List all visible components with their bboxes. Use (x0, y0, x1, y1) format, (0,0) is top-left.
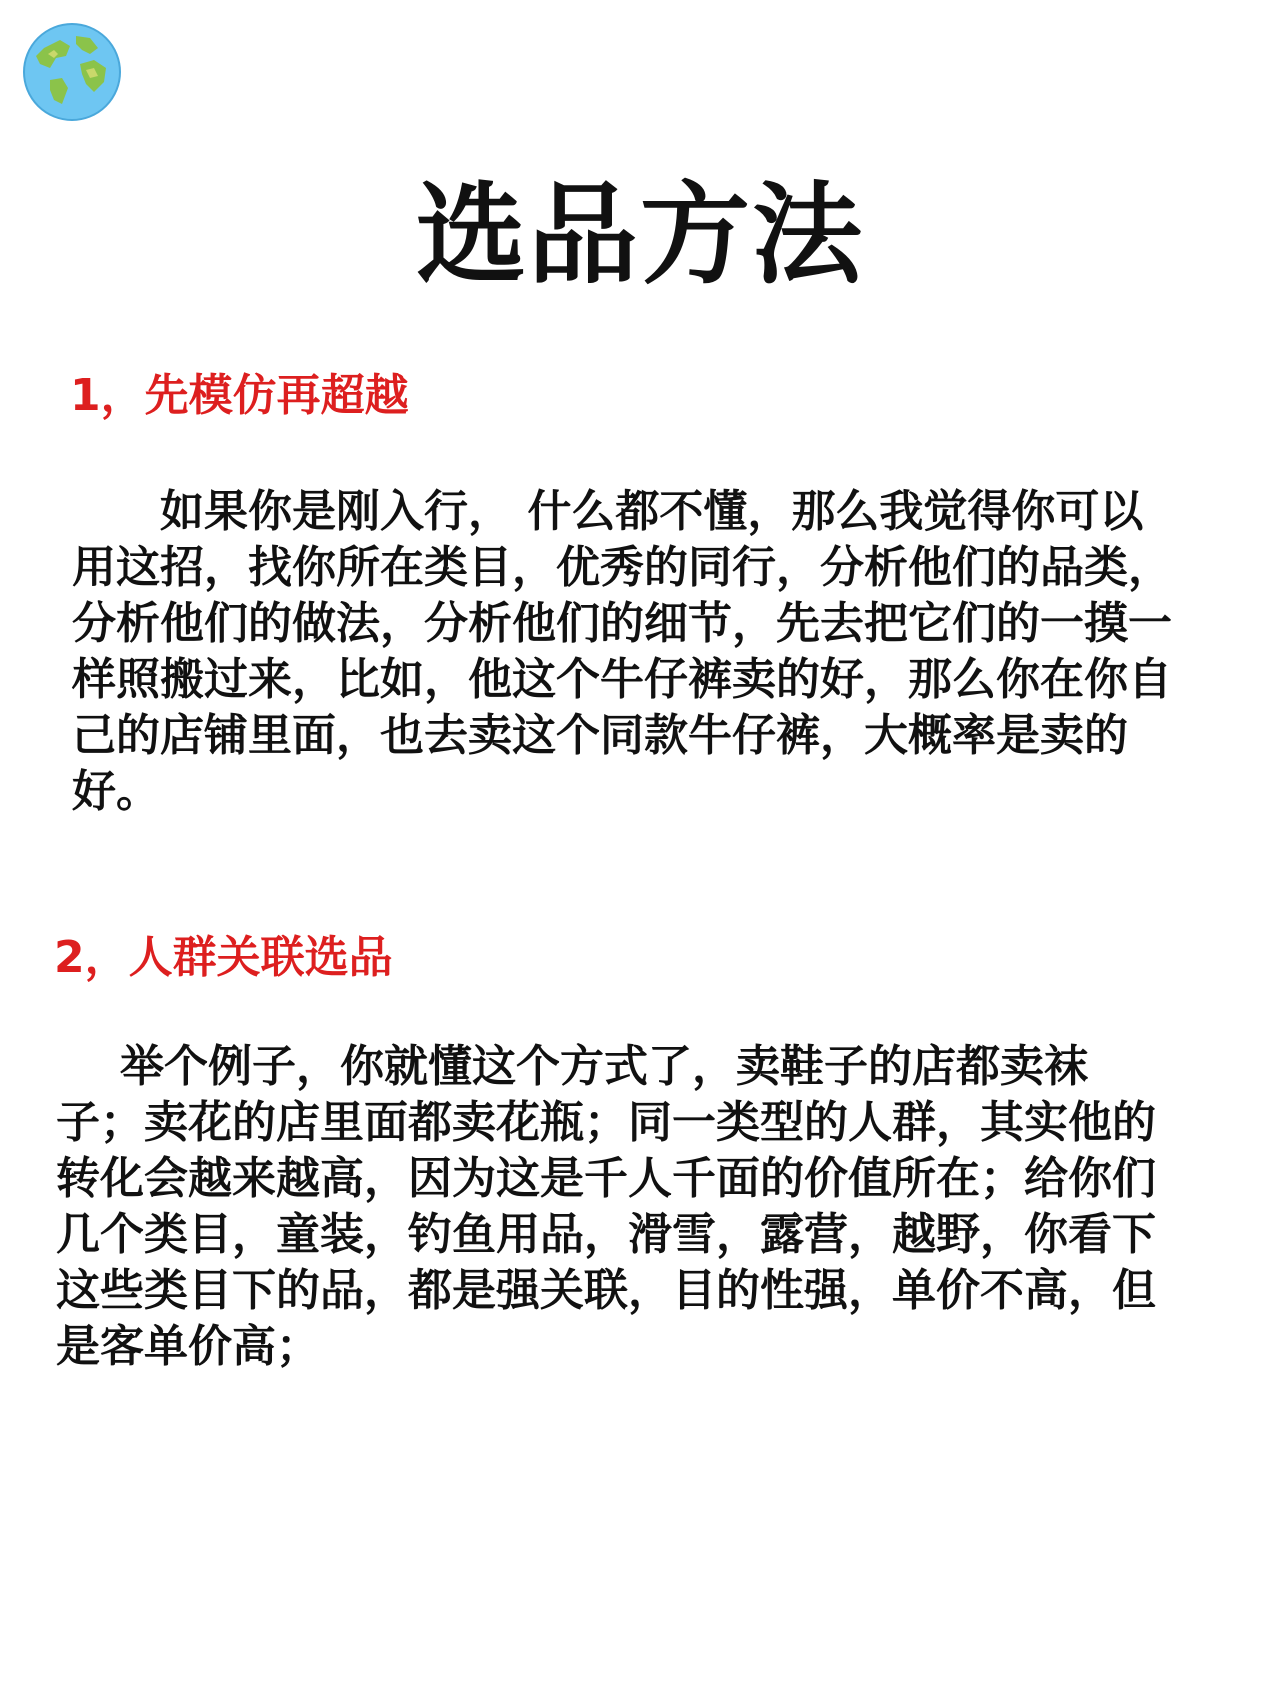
section-body-1: 如果你是刚入行， 什么都不懂，那么我觉得你可以用这招，找你所在类目，优秀的同行，分析他们的品类，分析他们的做法，分析他们的细节，先去把它们的一摸一样照搬过来，比如，他这个牛仔裤卖的好，那么你在你自己的店铺里面，也去卖这个同款牛仔裤，大概率是卖的好。 (72, 486, 1172, 817)
section-body-2: 举个例子，你就懂这个方式了，卖鞋子的店都卖袜子；卖花的店里面都卖花瓶；同一类型的人群，其实他的转化会越来越高，因为这是千人千面的价值所在；给你们几个类目，童装，钓鱼用品，滑雪，露营，越野，你看下这些类目下的品，都是强关联，目的性强，单价不高，但是客单价高； (56, 1041, 1156, 1372)
page-title: 选品方法 (416, 171, 864, 299)
globe-icon (20, 20, 124, 124)
section-heading-1: 1，先模仿再超越 (70, 370, 409, 421)
section-heading-2: 2，人群关联选品 (54, 932, 393, 983)
